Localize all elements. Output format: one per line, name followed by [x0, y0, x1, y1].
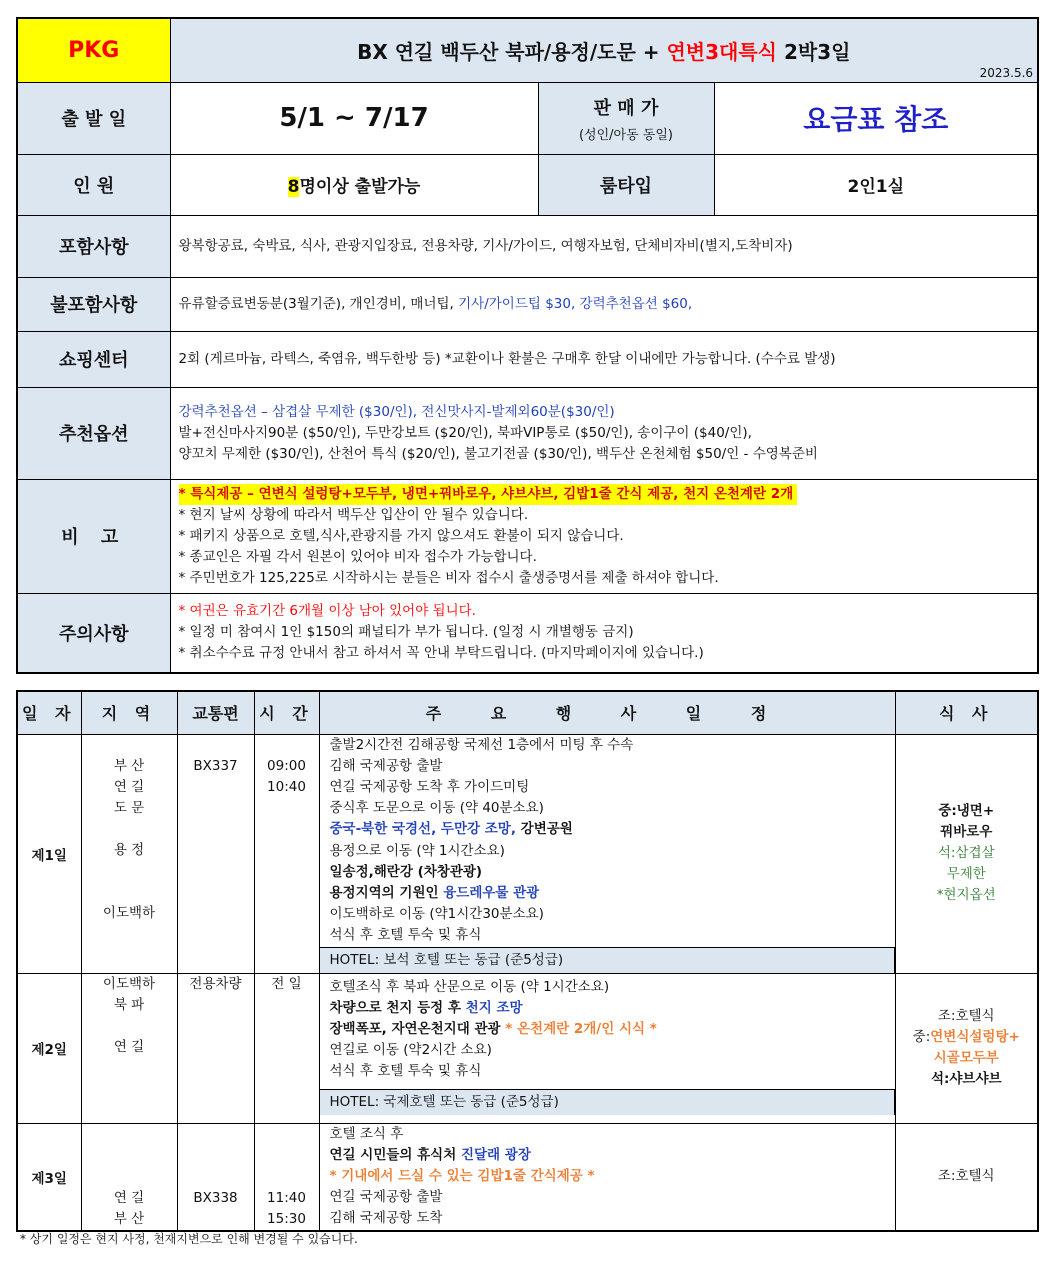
departure-label: 출 발 일	[17, 82, 170, 154]
region-cell: 이도백하 북 파 연 길	[81, 973, 177, 1123]
col-header-transport: 교통편	[177, 691, 254, 734]
remarks-value: * 특식제공 – 연변식 설렁탕+모두부, 냉면+꿔바로우, 샤브샤브, 김밥1줄 간식 제공, 천지 온천계란 2개 * 현지 날씨 상황에 따라서 백두산 입산이 안 될수 있습니다. * 패키지 상품으로 호텔,식사,관광지를 가지 않으셔도 환불이 되지 않습니다. * 종교인은 자필 각서 원본이 있어야 비자 접수가 가능합니다. * 주민번호가 125,225로 시작하시는 분들은 비자 접수시 출생증명서를 제출 하셔야 합니다.	[170, 479, 1038, 593]
caution-label: 주의사항	[17, 593, 170, 673]
time-cell: 전 일	[254, 973, 319, 1123]
price-label: 판 매 가 (성인/아동 동일)	[538, 82, 714, 154]
meal-cell: 중:냉면+ 꿔바로우 석:삼겹살 무제한 *현지옵션	[895, 734, 1038, 973]
excluded-value: 유류할증료변동분(3월기준), 개인경비, 매너팁, 기사/가이드팁 $30, 강력추천옵션 $60,	[170, 277, 1038, 331]
options-label: 추천옵션	[17, 387, 170, 479]
col-header-day: 일 자	[17, 691, 81, 734]
room-value: 2인1실	[714, 154, 1038, 215]
page-title: BX 연길 백두산 북파/용정/도문 + 연변3대특식 2박3일 2023.5.6	[170, 18, 1038, 82]
included-value: 왕복항공료, 숙박료, 식사, 관광지입장료, 전용차량, 기사/가이드, 여행자보험, 단체비자비(별지,도착비자)	[170, 215, 1038, 277]
included-label: 포함사항	[17, 215, 170, 277]
day-label: 제2일	[17, 973, 81, 1123]
table-row	[17, 973, 1038, 1123]
col-header-time: 시 간	[254, 691, 319, 734]
events-cell: 호텔조식 후 북파 산문으로 이동 (약 1시간소요) 차량으로 천지 등정 후 천지 조망 장백폭포, 자연온천지대 관광 * 온천계란 2개/인 시식 * 연길로 이동 (약2시간 소요) 석식 후 호텔 투숙 및 휴식 HOTEL: 국제호텔 또는 동급 (준5성급)	[319, 973, 895, 1123]
excluded-label: 불포함사항	[17, 277, 170, 331]
room-label: 룸타입	[538, 154, 714, 215]
region-cell: 연 길 부 산	[81, 1123, 177, 1231]
hotel-info: HOTEL: 보석 호텔 또는 동급 (준5성급)	[320, 947, 895, 973]
table-row	[17, 1123, 1038, 1231]
price-value: 요금표 참조	[714, 82, 1038, 154]
schedule-footnote: * 상기 일정은 현지 사정, 천재지변으로 인해 변경될 수 있습니다.	[20, 1232, 358, 1246]
departure-value: 5/1 ~ 7/17	[170, 82, 538, 154]
events-cell: 호텔 조식 후 연길 시민들의 휴식처 진달래 광장 * 기내에서 드실 수 있는 김밥1줄 간식제공 * 연길 국제공항 출발 김해 국제공항 도착	[319, 1123, 895, 1231]
transport-cell: BX338	[177, 1123, 254, 1231]
time-cell: 11:40 15:30	[254, 1123, 319, 1231]
day-label: 제3일	[17, 1123, 81, 1231]
options-value: 강력추천옵션 – 삼겹살 무제한 ($30/인), 전신맛사지-발제외60분($30/인) 발+전신마사지90분 ($50/인), 두만강보트 ($20/인), 북파VIP통로 ($50/인), 송이구이 ($40/인), 양꼬치 무제한 ($30/인), 산천어 특식 ($20/인), 불고기전골 ($30/인), 백두산 온천체험 $50/인 - 수영복준비	[170, 387, 1038, 479]
hotel-info: HOTEL: 국제호텔 또는 동급 (준5성급)	[320, 1089, 895, 1115]
time-cell: 09:00 10:40	[254, 734, 319, 973]
shopping-label: 쇼핑센터	[17, 331, 170, 387]
pkg-badge: PKG	[17, 18, 170, 82]
meal-cell: 조:호텔식	[895, 1123, 1038, 1231]
table-row	[17, 734, 1038, 973]
col-header-region: 지 역	[81, 691, 177, 734]
issue-date: 2023.5.6	[979, 65, 1034, 80]
info-table	[16, 17, 1039, 674]
col-header-events: 주 요 행 사 일 정	[319, 691, 895, 734]
schedule-table	[16, 690, 1039, 1232]
region-cell: 부 산 연 길 도 문 용 정 이도백하	[81, 734, 177, 973]
people-label: 인 원	[17, 154, 170, 215]
col-header-meal: 식 사	[895, 691, 1038, 734]
remarks-label: 비 고	[17, 479, 170, 593]
caution-value: * 여권은 유효기간 6개월 이상 남아 있어야 됩니다. * 일정 미 참여시 1인 $150의 패널티가 부가 됩니다. (일정 시 개별행동 금지) * 취소수수료 규정 안내서 참고 하셔서 꼭 안내 부탁드립니다. (마지막페이지에 있습니다.)	[170, 593, 1038, 673]
people-value: 8명이상 출발가능	[170, 154, 538, 215]
day-label: 제1일	[17, 734, 81, 973]
events-cell: 출발2시간전 김해공항 국제선 1층에서 미팅 후 수속 김해 국제공항 출발 연길 국제공항 도착 후 가이드미팅 중식후 도문으로 이동 (약 40분소요) 중국-북한 국경선, 두만강 조망, 강변공원 용정으로 이동 (약 1시간소요) 일송정,해란강 (차창관광) 용정지역의 기원인 융드레우물 관광 이도백하로 이동 (약1시간30분소요) 석식 후 호텔 투숙 및 휴식 HOTEL: 보석 호텔 또는 동급 (준5성급)	[319, 734, 895, 973]
transport-cell: 전용차량	[177, 973, 254, 1123]
meal-cell: 조:호텔식 중:연변식설렁탕+ 시골모두부 석:샤브샤브	[895, 973, 1038, 1123]
shopping-value: 2회 (게르마늄, 라텍스, 죽염유, 백두한방 등) *교환이나 환불은 구매후 한달 이내에만 가능합니다. (수수료 발생)	[170, 331, 1038, 387]
transport-cell: BX337	[177, 734, 254, 973]
